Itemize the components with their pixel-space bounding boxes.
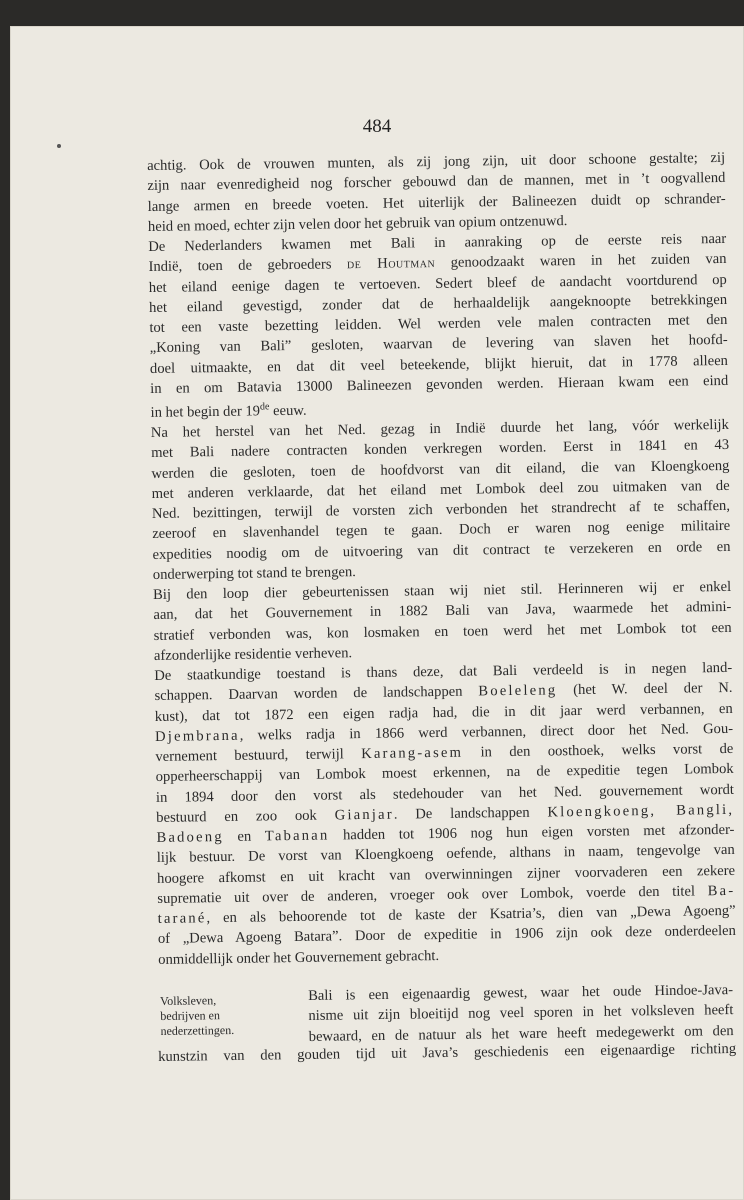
main-text-block [147, 148, 736, 970]
text-line: Badoeng en Tabanan hadden tot 1906 nog hun eigen vorsten met afzonder- [156, 821, 735, 847]
text-line: lijk bestuur. De vorst van Kloengkoeng oefende, althans in naam, tengevolge van [156, 842, 735, 867]
text-line: het eiland gevestigd, zonder dat de herhaaldelijk aangeknoopte betrekkingen [149, 291, 728, 316]
text-line: Indië, toen de gebroeders de Houtman genoodzaakt waren in het zuiden van [148, 251, 727, 276]
text-line: suprematie uit over de anderen, vroeger ook over Lombok, voerde den titel Ba- [157, 882, 736, 907]
text-line: kunstzin van den gouden tijd uit Java’s geschiedenis een eigenaardige richting [158, 1040, 737, 1065]
text-line: bestuurd en zoo ook Gianjar. De landschappen Kloengkoeng, Bangli, [156, 801, 735, 826]
text-line: onmiddellijk onder het Gouvernement gebracht. [158, 947, 440, 968]
text-line: Djembrana, welks radja in 1866 werd verbannen, direct door het Ned. Gou- [154, 720, 734, 745]
text-line: het eiland eenige dagen te vertoeven. Sedert bleef de aandacht voortdurend op [148, 271, 727, 296]
text-line: De Nederlanders kwamen met Bali in aanraking op de eerste reis naar [148, 230, 727, 255]
text-line: opperheerschappij van Lombok moest erkennen, na de expeditie tegen Lombok [155, 761, 734, 786]
text-line: onderwerping tot stand te brengen. [152, 563, 356, 583]
text-line: bewaard, en de natuur als het ware heeft medegewerkt om den [308, 1022, 734, 1045]
text-line: of „Dewa Agoeng Batara”. Door de expeditie in 1906 zijn ook deze onderdeelen [157, 923, 736, 948]
text-line: nisme uit zijn bloeitijd nog veel sporen in het volksleven heeft [308, 1002, 734, 1025]
text-line: doel uitmaakte, en dat dit veel beteekende, blijkt hieruit, dat in 1778 alleen [149, 352, 729, 377]
text-line: stratief verbonden was, kon losmaken en toen werd het met Lombok tot een [153, 619, 732, 644]
text-line: afzonderlijke residentie verheven. [153, 645, 353, 664]
text-line: De staatkundige toestand is thans deze, dat Bali verdeeld is in negen land- [154, 659, 733, 685]
text-line: schappen. Daarvan worden de landschappen Boeleleng (het W. deel der N. [154, 680, 733, 705]
text-line: Ned. bezittingen, terwijl de vorsten zich verbonden het strandrecht af te schaffen, [151, 498, 731, 523]
text-line: zijn naar evenredigheid nog forscher gebouwd dan de mannen, met in ’t oogvallend [147, 170, 726, 195]
text-line: lange armen en breede voeten. Het uiterlijk der Balineezen duidt op schrander- [147, 190, 726, 215]
text-line: kust), dat tot 1872 een eigen radja had, die in dit jaar werd verbannen, en [154, 700, 733, 725]
text-line: in en om Batavia 13000 Balineezen gevonden werden. Hieraan kwam een eind [150, 372, 729, 397]
margin-note-line: Volksleven, [160, 993, 217, 1008]
closing-line-block [158, 1039, 736, 1067]
text-line: aan, dat het Gouvernement in 1882 Bali van Java, waarmede het admini- [153, 599, 732, 624]
text-line: met Bali nadere contracten konden verkregen worden. Eerst in 1841 en 43 [151, 437, 730, 462]
text-line: in 1894 door den vorst als stedehouder van het Ned. gouvernement wordt [155, 781, 735, 806]
text-line: Na het herstel van het Ned. gezag in Indië duurde het lang, vóór werkelijk [150, 417, 729, 442]
text-line: met anderen verklaarde, dat het eiland met Lombok deel zou uitmaken van de [151, 477, 730, 502]
margin-note-line: bedrijven en [160, 1008, 221, 1023]
text-line: hoogere afkomst en uit kracht van overwinningen zijner voorvaderen een zekere [156, 862, 736, 887]
text-line: tarané, en als behoorende tot de kaste der Ksatria’s, dien van „Dewa Agoeng” [157, 902, 736, 928]
side-paragraph [308, 980, 734, 1047]
text-line: zeeroof en slavenhandel tegen te gaan. Doch er waren nog eenige militaire [152, 518, 731, 543]
text-line: expedities noodig om de uitvoering van dit contract te verzekeren en orde en [152, 538, 731, 563]
text-line: werden die gesloten, toen de hoofdvorst van dit eiland, die van Kloengkoeng [151, 457, 730, 482]
page-speck [57, 144, 61, 148]
text-line: vernement bestuurd, terwijl Karang-asem in den oosthoek, welks vorst de [155, 740, 734, 766]
text-line: tot een vaste bezetting leidden. Wel werden vele malen contracten met den [149, 311, 728, 336]
margin-note [160, 992, 281, 1039]
text-line: in het begin der 19de eeuw. [150, 401, 307, 421]
text-line: „Koning van Bali” gesloten, waarvan de levering van slaven het hoofd- [149, 332, 728, 357]
text-line: heid en moed, echter zijn velen door het gebruik van opium ontzenuwd. [147, 212, 568, 235]
text-line: Bali is een eigenaardig gewest, waar het oude Hindoe-Java- [308, 982, 734, 1004]
margin-note-line: nederzettingen. [160, 1022, 235, 1038]
text-line: Bij den loop dier gebeurtenissen staan wij niet stil. Herinneren wij er enkel [153, 578, 732, 604]
page-number: 484 [362, 116, 392, 137]
book-page [10, 26, 744, 1200]
text-line: achtig. Ook de vrouwen munten, als zij jong zijn, uit door schoone gestalte; zij [147, 149, 726, 174]
